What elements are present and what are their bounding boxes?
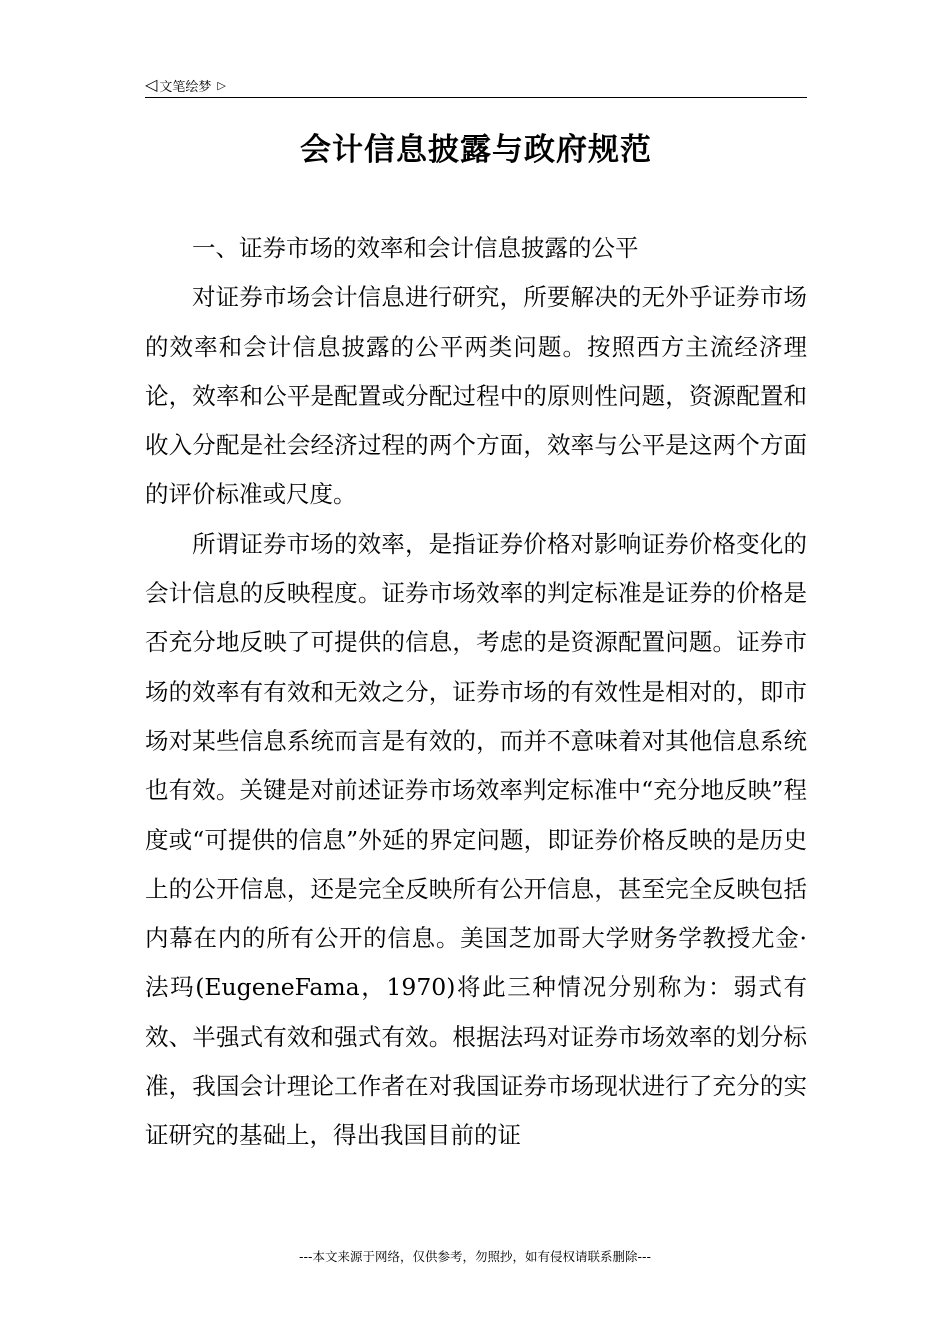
triangle-right-icon: ▷ <box>217 78 226 92</box>
header-text: 文笔绘梦 <box>159 79 212 95</box>
paragraph-2: 所谓证券市场的效率，是指证券价格对影响证券价格变化的会计信息的反映程度。证券市场效率的判定标准是证券的价格是否充分地反映了可提供的信息，考虑的是资源配置问题。证券市场的效率有有效和无效之分，证券市场的有效性是相对的，即市场对某些信息系统而言是有效的，而并不意味着对其他信息系统也有效。关键是对前述证券市场效率判定标准中“充分地反映”程度或“可提供的信息”外延的界定问题，即证券价格反映的是历史上的公开信息，还是完全反映所有公开信息，甚至完全反映包括内幕在内的所有公开的信息。美国芝加哥大学财务学教授尤金·法玛(EugeneFama，1970)将此三种情况分别称为：弱式有效、半强式有效和强式有效。根据法玛对证券市场效率的划分标准，我国会计理论工作者在对我国证券市场现状进行了充分的实证研究的基础上，得出我国目前的证 <box>145 529 807 1150</box>
document-title: 会计信息披露与政府规范 <box>300 132 652 168</box>
paragraph-1: 对证券市场会计信息进行研究，所要解决的无外乎证券市场的效率和会计信息披露的公平两类问题。按照西方主流经济理论，效率和公平是配置或分配过程中的原则性问题，资源配置和收入分配是社会经济过程的两个方面，效率与公平是这两个方面的评价标准或尺度。 <box>145 283 807 509</box>
header-divider <box>145 97 807 98</box>
triangle-left-icon: ◁ <box>145 75 158 94</box>
page-header <box>145 74 807 96</box>
page-footer: ---本文来源于网络，仅供参考，勿照抄，如有侵权请联系删除--- <box>298 1249 652 1264</box>
section-heading: 一、证券市场的效率和会计信息披露的公平 <box>192 234 639 262</box>
document-body <box>145 224 807 1161</box>
